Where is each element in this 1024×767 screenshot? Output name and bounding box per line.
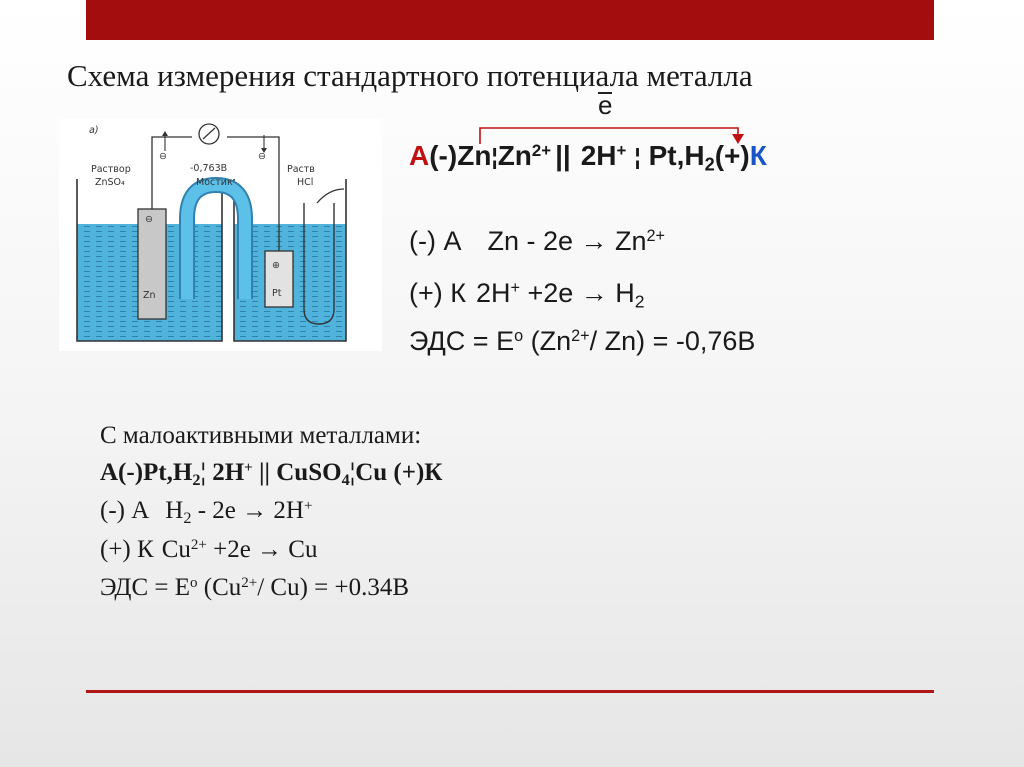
voltage-label: -0,763В	[190, 163, 228, 174]
cathode-eq-right: +2e → H	[519, 278, 635, 308]
anode-eq-right: - 2e → 2H	[191, 497, 304, 524]
scheme-sub2: 4	[341, 470, 350, 489]
emf-mid: (Zn	[523, 326, 572, 356]
scheme-part1: А(-)Pt,H	[100, 459, 193, 486]
right-solution-formula: HCl	[297, 177, 314, 188]
panel-label: а)	[89, 125, 99, 136]
cell-diagram	[59, 119, 382, 351]
minus-icon: ⊖	[159, 151, 167, 162]
anode-eq-charge: +	[303, 497, 313, 514]
anode-ion-charge: 2+	[531, 140, 552, 160]
cathode-ion: 2H	[580, 140, 617, 171]
plus-icon: ⊕	[272, 260, 280, 271]
anode-metal: Zn	[457, 140, 492, 171]
phase-boundary: ¦	[634, 143, 641, 169]
zn-anode-reaction	[409, 226, 665, 257]
scheme-part3: CuSO	[276, 459, 342, 486]
anode-label: А	[409, 140, 430, 171]
minus-icon: ⊖	[145, 214, 153, 225]
emf-degree: o	[514, 327, 524, 346]
emf-left: ЭДС = E	[409, 326, 515, 356]
cathode-eq-charge: +	[510, 279, 520, 298]
scheme-charge: +	[244, 459, 253, 476]
bottom-rule	[86, 690, 934, 693]
phase-boundary: ¦	[349, 459, 356, 486]
cathode-eq-right: +2e → Cu	[206, 536, 318, 563]
emf-right: / Cu) = +0.34В	[257, 574, 410, 601]
cathode-prefix: (+) К	[409, 278, 466, 308]
bridge-label: Мостик	[196, 177, 233, 188]
phase-boundary: ¦	[491, 143, 498, 169]
cathode-label: К	[749, 140, 767, 171]
h-cathode-reaction	[409, 278, 645, 312]
anode-eq-sub: 2	[183, 508, 192, 527]
emf-cu	[100, 574, 409, 602]
cathode-eq-charge: 2+	[190, 536, 207, 553]
zn-electrode	[138, 209, 166, 319]
left-solution-formula: ZnSO₄	[95, 177, 125, 188]
salt-bridge: ||	[252, 459, 277, 486]
cell-scheme-zn	[409, 140, 767, 175]
cathode-prefix: (+) К	[100, 536, 154, 563]
scheme-sub1: 2	[192, 470, 201, 489]
emf-charge: 2+	[571, 327, 590, 346]
top-accent-bar	[86, 0, 934, 40]
cathode-gas-subscript: 2	[704, 154, 715, 175]
slide-title: Схема измерения стандартного потенциала металла	[67, 58, 753, 93]
zn-electrode-label: Zn	[143, 290, 156, 301]
pt-electrode-label: Pt	[272, 288, 282, 299]
cathode-eq-sub: 2	[634, 291, 645, 312]
cathode-electrode: Pt,H	[648, 140, 705, 171]
phase-boundary: ¦	[200, 459, 213, 486]
electron-mark: e	[598, 90, 613, 120]
emf-zn	[409, 326, 755, 357]
cell-scheme-cu	[100, 459, 442, 487]
anode-prefix: (-) А	[409, 226, 462, 256]
anode-sign: (-)	[429, 140, 458, 171]
anode-eq-left: H	[165, 497, 184, 524]
scheme-part4: Cu (+)К	[355, 459, 443, 486]
h2-anode-reaction	[100, 497, 312, 525]
emf-charge: 2+	[241, 574, 258, 591]
emf-right: / Zn) = -0,76В	[589, 326, 756, 356]
emf-left: ЭДС = E	[100, 574, 191, 601]
emf-degree: o	[190, 574, 198, 591]
cathode-eq-left: 2H	[475, 278, 511, 308]
emf-mid: (Cu	[197, 574, 242, 601]
section2-heading: С малоактивными металлами:	[100, 422, 422, 449]
left-solution-label: Раствор	[91, 164, 131, 175]
scheme-part2: 2H	[212, 459, 245, 486]
cathode-eq-left: Cu	[161, 536, 191, 563]
right-solution-label: Раств	[287, 164, 315, 175]
anode-ion: Zn	[497, 140, 532, 171]
salt-bridge: ||	[555, 140, 571, 171]
cathode-ion-charge: +	[616, 140, 627, 160]
anode-equation: Zn - 2e → Zn	[487, 226, 647, 256]
anode-prefix: (-) А	[100, 497, 150, 524]
minus-icon: ⊖	[258, 151, 266, 162]
cu-cathode-reaction	[100, 536, 317, 564]
anode-eq-charge: 2+	[646, 227, 665, 246]
cathode-sign: (+)	[714, 140, 750, 171]
